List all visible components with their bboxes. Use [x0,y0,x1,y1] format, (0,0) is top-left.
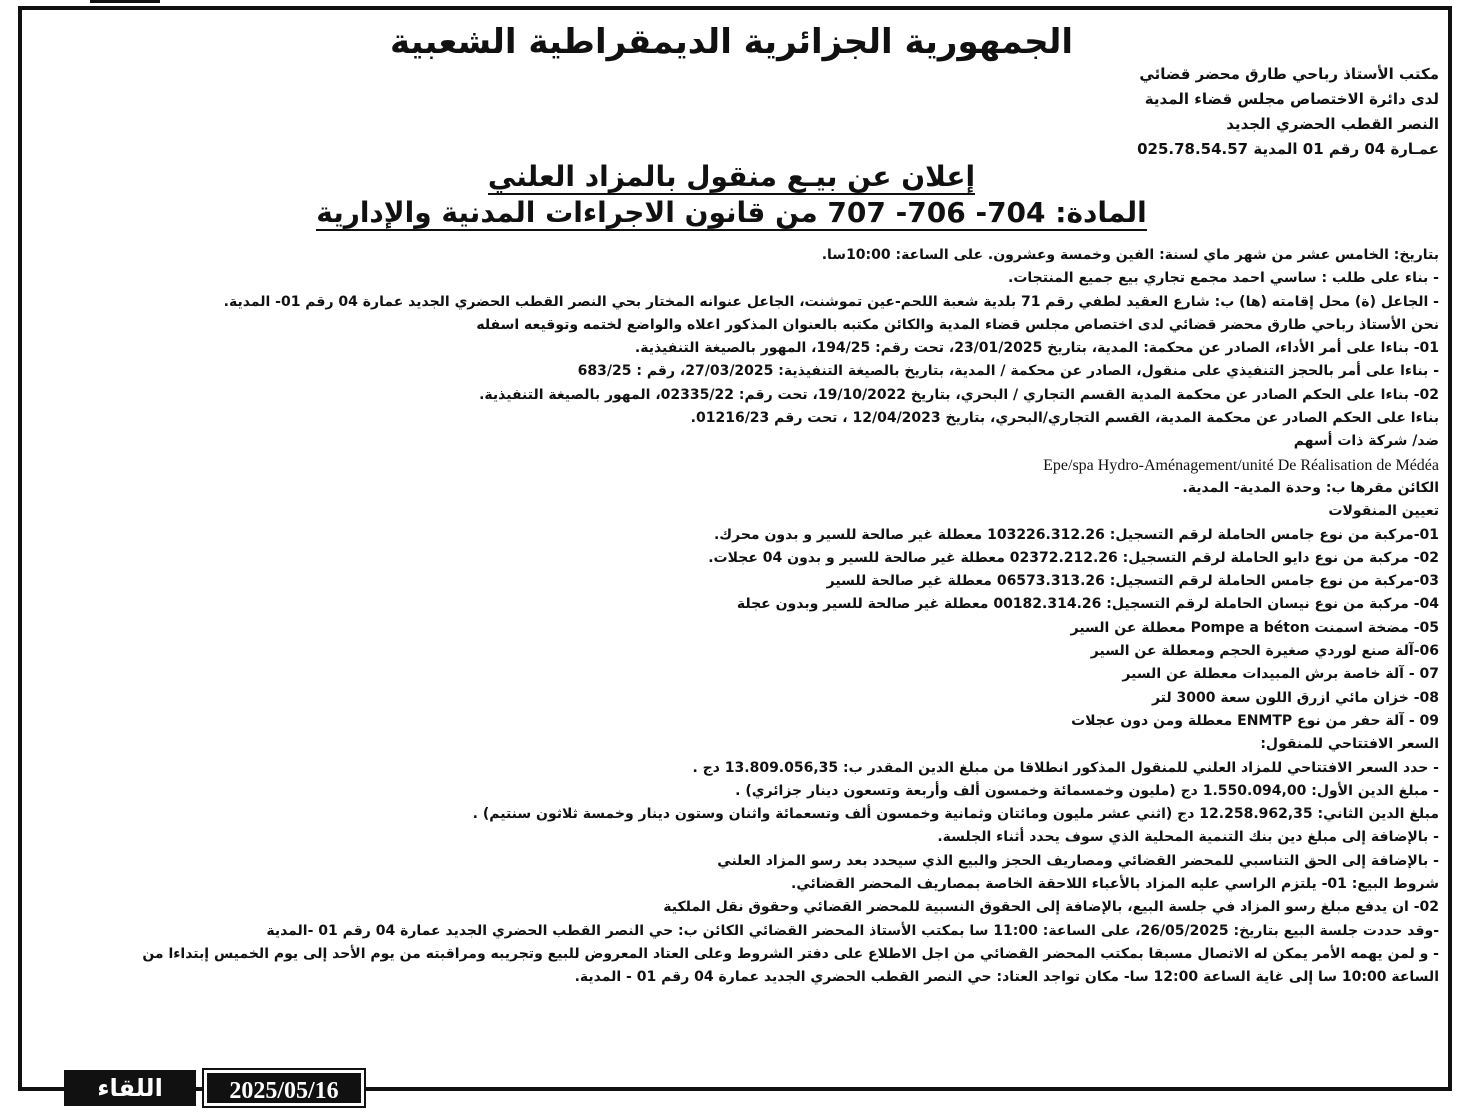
item-line: 05- مضخة اسمنت Pompe a béton معطلة عن السير [1070,619,1439,636]
body-line: بناءا على الحكم الصادر عن محكمة المدية، القسم التجاري/البحري، بتاريخ 12/04/2023 ، تحت رقم 01216/23. [690,410,1439,427]
item-line: 04- مركبة من نوع نيسان الحاملة لرقم التسجيل: 00182.314.26 معطلة غير صالحة للسير وبدون عجلة [736,596,1439,613]
legal-articles-title [0,196,1463,229]
body-line: - بالإضافة إلى مبلغ دين بنك التنمية المحلية الذي سوف يحدد أثناء الجلسة. [937,829,1439,846]
body-line: مبلغ الدين الثاني: 12.258.962,35 دج (اثني عشر مليون ومائتان وثمانية وخمسون ألف وتسعمائة واثنان وستون دينار وخمسة ثلاثون سنتيم) . [472,806,1439,823]
body-line: - مبلغ الدين الأول: 1.550.094,00 دج (مليون وخمسمائة وخمسون ألف وأربعة وتسعون دينار جزائري) . [735,782,1439,799]
notice-body [24,244,1439,990]
body-line: - و لمن يهمه الأمر يمكن له الاتصال مسبقا بمكتب المحضر القضائي من اجل الاطلاع على دفتر الشروط وعلى العتاد المعروض للبيع وتجريبه ومراقبته من يوم الأحد إلى يوم الخميس إبتداءا من [142,945,1439,962]
body-line: -وقد حددت جلسة البيع بتاريخ: 26/05/2025، على الساعة: 11:00 سا بمكتب الأستاذ المحضر القضائي الكائن ب: حي النصر القطب الحضري الجديد عمارة 04 رقم 01 -المدية [266,922,1439,939]
body-line: نحن الأستاذ رباحي طارق محضر قضائي لدى اختصاص مجلس قضاء المدية والكائن مكتبه بالعنوان المذكور اعلاه والواضع لختمه وتوقيعه اسفله [476,316,1439,333]
body-line: الساعة 10:00 سا إلى غاية الساعة 12:00 سا- مكان تواجد العتاد: حي النصر القطب الحضري الجديد عمارة 04 رقم 01 - المدية. [574,969,1439,986]
item-line: 06-آلة صنع لوردي صغيرة الحجم ومعطلة عن السير [1090,643,1439,660]
body-line: بتاريخ: الخامس عشر من شهر ماي لسنة: الفين وخمسة وعشرون. على الساعة: 10:00سا. [821,247,1439,263]
office-line: النصر القطب الحضري الجديد [1226,115,1439,133]
newspaper-name: اللقاء [64,1070,196,1106]
body-line: 02- ان يدفع مبلغ رسو المزاد في جلسة البيع، بالإضافة إلى الحقوق النسبية للمحضر القضائي وحقوق نقل الملكية [663,899,1439,916]
body-line: 01- بناءا على أمر الأداء، الصادر عن محكمة: المدية، بتاريخ 23/01/2025، تحت رقم: 194/25، المهور بالصيغة التنفيذية. [634,340,1439,357]
body-line: شروط البيع: 01- يلتزم الراسي عليه المزاد بالأعباء اللاحقة الخاصة بمصاريف المحضر القضائي. [791,876,1439,893]
office-line: مكتب الأستاذ رباحي طارق محضر قضائي [1139,65,1439,83]
bailiff-office-block [1019,62,1439,162]
item-line: 02- مركبة من نوع دايو الحاملة لرقم التسجيل: 02372.212.26 معطلة غير صالحة للسير و بدون 04 عجلات. [708,549,1439,566]
republic-heading: الجمهورية الجزائرية الديمقراطية الشعبية [390,22,1073,62]
body-line: الكائن مقرها ب: وحدة المدية- المدية. [1182,479,1439,496]
publication-date: 2025/05/16 [204,1070,364,1106]
section-heading: تعيين المنقولات [1328,503,1439,520]
item-line: 09 - آلة حفر من نوع ENMTP معطلة ومن دون عجلات [1071,712,1439,729]
section-heading: السعر الافتتاحي للمنقول: [1260,736,1439,753]
company-name-line: Epe/spa Hydro-Aménagement/unité De Réalisation de Médéa [1043,456,1439,474]
body-line: - بناءا على أمر بالحجز التنفيذي على منقول، الصادر عن محكمة / المدية، بتاريخ بالصيغة التنفيذية: 27/03/2025، رقم : 683/25 [577,363,1439,380]
item-line: 08- خزان مائي ازرق اللون سعة 3000 لتر [1151,689,1439,706]
top-rule [90,0,160,3]
publication-footer [64,1070,364,1106]
legal-articles-text: المادة: 704- 706- 707 من قانون الاجراءات المدنية والإدارية [316,196,1147,229]
body-line: - الجاعل (ة) محل إقامته (ها) ب: شارع العقيد لطفي رقم 71 بلدية شعبة اللحم-عين تموشنت، الجاعل عنوانه المختار بحي النصر القطب الحضري الجديد عمارة 04 رقم 01- المدية. [223,293,1439,310]
body-line: ضد/ شركة ذات أسهم [1293,433,1439,450]
item-line: 07 - آلة خاصة برش المبيدات معطلة عن السير [1122,666,1439,683]
body-line: - حدد السعر الافتتاحي للمزاد العلني للمنقول المذكور انطلاقا من مبلغ الدين المقدر ب: 13.809.056,35 دج . [692,759,1439,776]
office-line: عمـارة 04 رقم 01 المدية 025.78.54.57 [1137,140,1439,158]
notice-title-text: إعلان عن بيـع منقول بالمزاد العلني [487,160,976,193]
body-line: - بالإضافة إلى الحق التناسبي للمحضر القضائي ومصاريف الحجز والبيع الذي سيحدد بعد رسو المزاد العلني [717,852,1439,869]
item-line: 01-مركبة من نوع جامس الحاملة لرقم التسجيل: 103226.312.26 معطلة غير صالحة للسير و بدون محرك. [713,526,1439,543]
office-line: لدى دائرة الاختصاص مجلس قضاء المدية [1144,90,1439,108]
body-line: 02- بناءا على الحكم الصادر عن محكمة المدية القسم التجاري / البحري، بتاريخ 19/10/2022، تحت رقم: 02335/22، المهور بالصيغة التنفيذية. [479,386,1439,403]
item-line: 03-مركبة من نوع جامس الحاملة لرقم التسجيل: 06573.313.26 معطلة غير صالحة للسير [826,573,1439,590]
notice-title [0,160,1463,193]
body-line: - بناء على طلب : ساسي احمد مجمع تجاري بيع جميع المنتجات. [1008,270,1439,287]
